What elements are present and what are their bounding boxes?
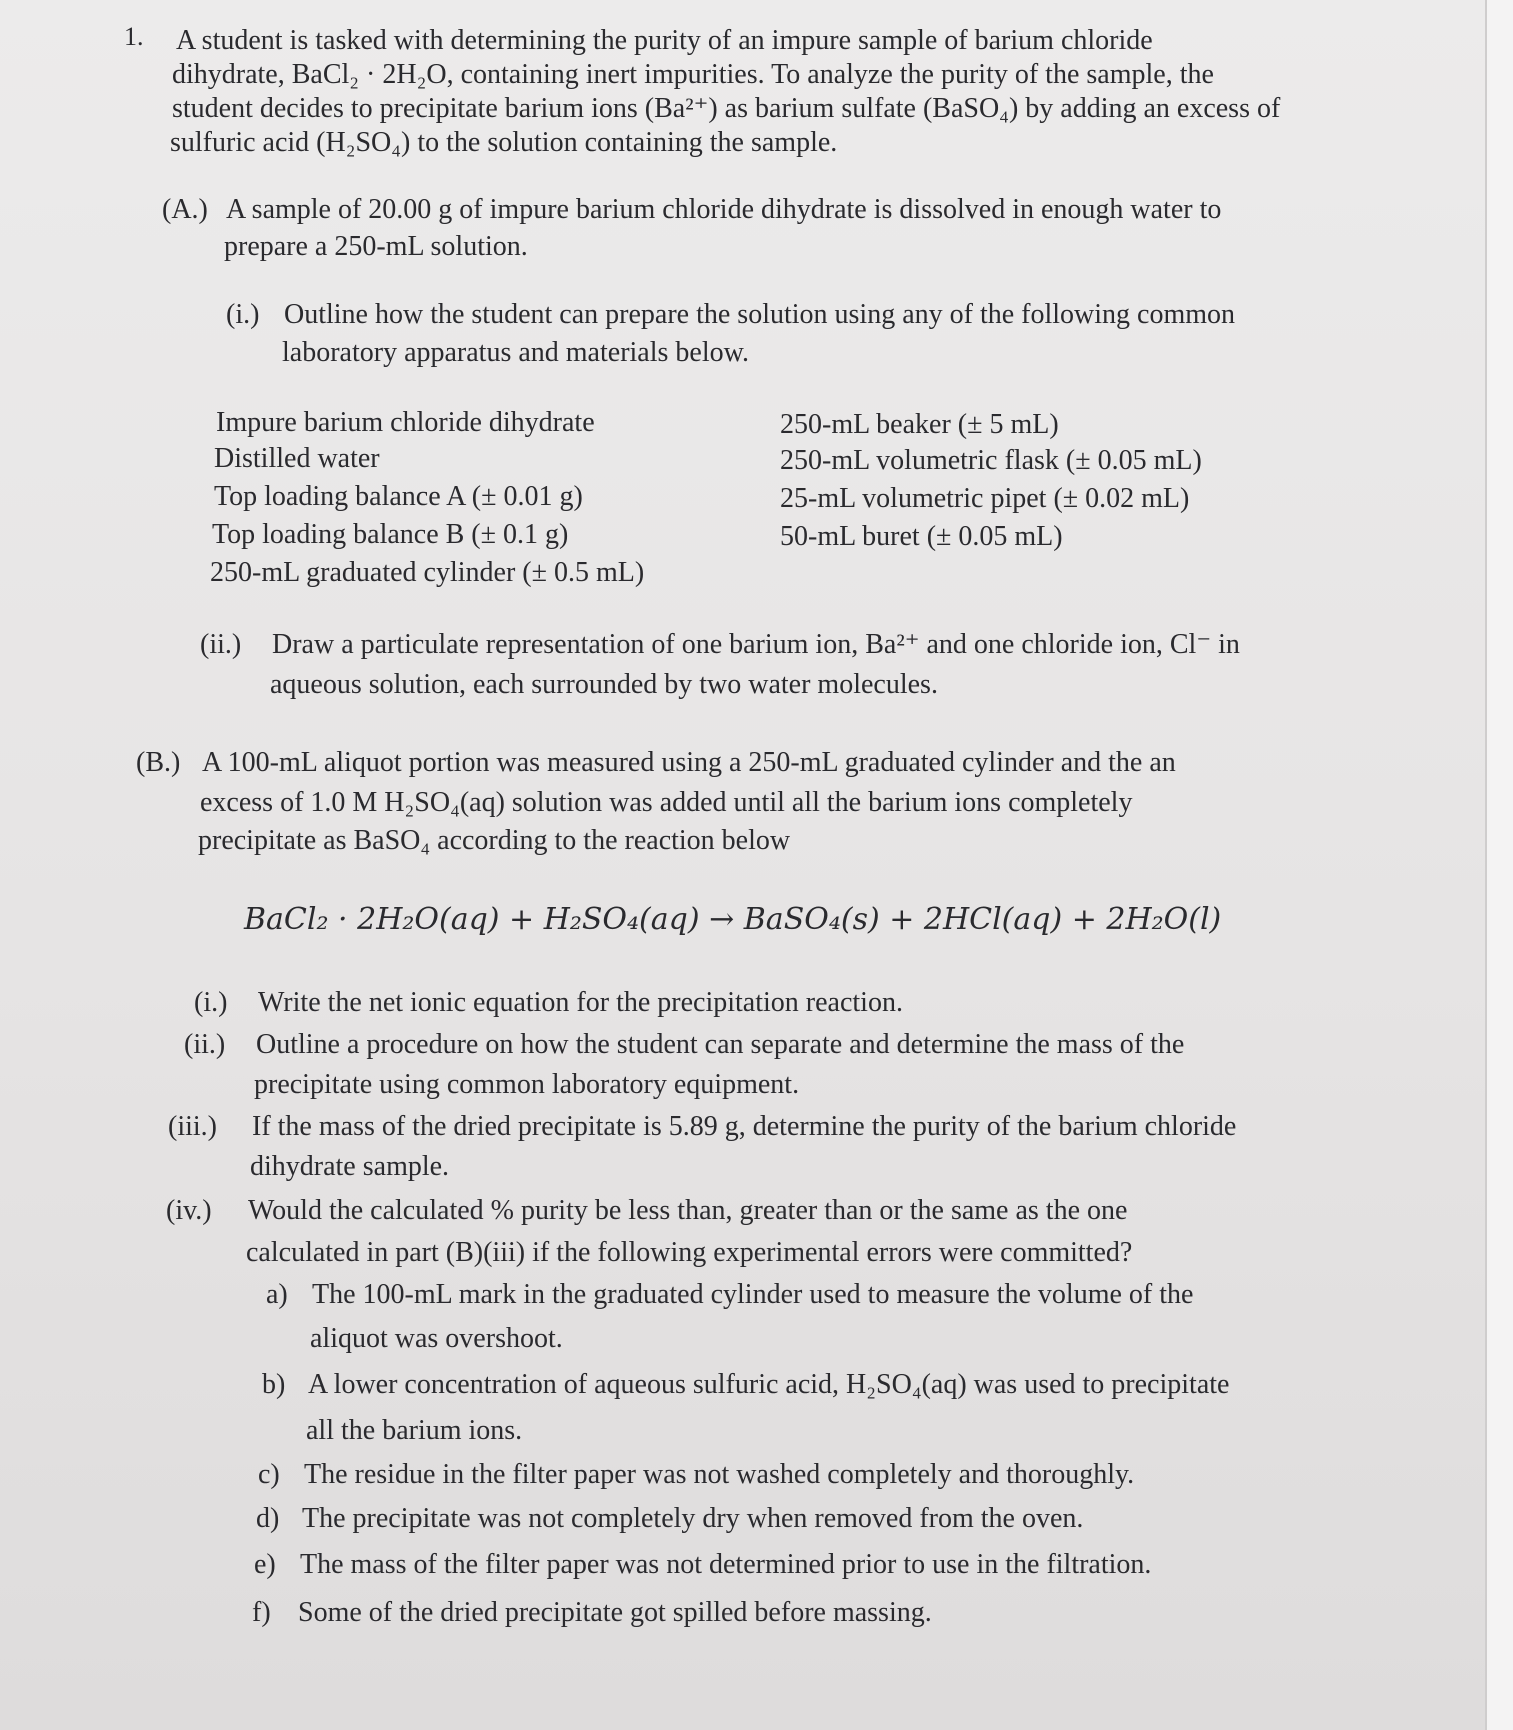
part-b-label: (B.) (136, 747, 181, 778)
material-right-3: 25-mL volumetric pipet (± 0.02 mL) (780, 483, 1190, 514)
error-c-label: c) (258, 1459, 280, 1490)
paper-edge (1485, 0, 1513, 1730)
part-b-line-1: A 100-mL aliquot portion was measured using a 250-mL graduated cylinder and the an (202, 747, 1176, 778)
question-number: 1. (124, 22, 144, 51)
part-b-i-text: Write the net ionic equation for the precipitation reaction. (258, 987, 903, 1018)
intro-line-3: student decides to precipitate barium ions (Ba²⁺) as barium sulfate (BaSO₄) by adding an excess of (172, 93, 1281, 124)
part-a-ii-label: (ii.) (200, 629, 242, 660)
intro-line-1: A student is tasked with determining the purity of an impure sample of barium chloride (176, 25, 1153, 56)
part-b-line-2: excess of 1.0 M H₂SO₄(aq) solution was added until all the barium ions completely (200, 787, 1133, 818)
material-right-4: 50-mL buret (± 0.05 mL) (780, 521, 1063, 552)
part-a-ii-line-1: Draw a particulate representation of one barium ion, Ba²⁺ and one chloride ion, Cl⁻ in (272, 629, 1240, 660)
part-b-iii-line-2: dihydrate sample. (250, 1151, 450, 1182)
part-b-iii-label: (iii.) (168, 1111, 217, 1142)
error-d-line-1: The precipitate was not completely dry when removed from the oven. (302, 1503, 1084, 1534)
intro-line-2: dihydrate, BaCl₂ · 2H₂O, containing inert impurities. To analyze the purity of the sample, the (172, 59, 1214, 90)
error-e-label: e) (254, 1549, 276, 1580)
part-b-iv-label: (iv.) (166, 1195, 212, 1226)
error-d-label: d) (256, 1503, 280, 1534)
part-b-line-3: precipitate as BaSO₄ according to the reaction below (198, 825, 791, 856)
part-b-iv-line-1: Would the calculated % purity be less than, greater than or the same as the one (248, 1195, 1128, 1226)
part-b-iv-line-2: calculated in part (B)(iii) if the following experimental errors were committed? (246, 1237, 1133, 1268)
part-a-ii-line-2: aqueous solution, each surrounded by two water molecules. (270, 669, 938, 700)
part-a-i-line-1: Outline how the student can prepare the solution using any of the following common (284, 299, 1236, 330)
material-left-3: Top loading balance A (± 0.01 g) (214, 481, 583, 512)
part-b-i-label: (i.) (194, 987, 228, 1018)
part-b-ii-line-2: precipitate using common laboratory equipment. (254, 1069, 800, 1100)
material-left-4: Top loading balance B (± 0.1 g) (212, 519, 569, 550)
error-a-line-2: aliquot was overshoot. (310, 1323, 563, 1354)
error-b-line-1: A lower concentration of aqueous sulfuric acid, H₂SO₄(aq) was used to precipitate (308, 1369, 1230, 1400)
part-b-ii-label: (ii.) (184, 1029, 226, 1060)
error-a-line-1: The 100-mL mark in the graduated cylinder used to measure the volume of the (312, 1279, 1194, 1310)
part-a-line-1: A sample of 20.00 g of impure barium chloride dihydrate is dissolved in enough water to (226, 194, 1222, 225)
part-a-line-2: prepare a 250-mL solution. (224, 231, 528, 262)
material-left-2: Distilled water (214, 443, 380, 474)
part-b-ii-line-1: Outline a procedure on how the student can separate and determine the mass of the (256, 1029, 1185, 1060)
error-c-line-1: The residue in the filter paper was not washed completely and thoroughly. (304, 1459, 1135, 1490)
part-a-label: (A.) (162, 194, 208, 225)
material-right-2: 250-mL volumetric flask (± 0.05 mL) (780, 445, 1202, 476)
error-f-line-1: Some of the dried precipitate got spilled before massing. (298, 1597, 932, 1628)
error-b-label: b) (262, 1369, 286, 1400)
material-left-5: 250-mL graduated cylinder (± 0.5 mL) (210, 557, 645, 588)
error-e-line-1: The mass of the filter paper was not determined prior to use in the filtration. (300, 1549, 1152, 1580)
intro-line-4: sulfuric acid (H₂SO₄) to the solution containing the sample. (170, 127, 838, 158)
error-a-label: a) (266, 1279, 288, 1310)
error-f-label: f) (252, 1597, 271, 1628)
reaction-equation: BaCl₂ · 2H₂O(aq) + H₂SO₄(aq) → BaSO₄(s) + 2HCl(aq) + 2H₂O(l) (244, 902, 1222, 937)
part-b-iii-line-1: If the mass of the dried precipitate is 5.89 g, determine the purity of the barium chloride (252, 1111, 1237, 1142)
material-right-1: 250-mL beaker (± 5 mL) (780, 409, 1059, 440)
part-a-i-line-2: laboratory apparatus and materials below. (282, 337, 750, 368)
material-left-1: Impure barium chloride dihydrate (216, 407, 595, 438)
error-b-line-2: all the barium ions. (306, 1415, 523, 1446)
part-a-i-label: (i.) (226, 299, 260, 330)
